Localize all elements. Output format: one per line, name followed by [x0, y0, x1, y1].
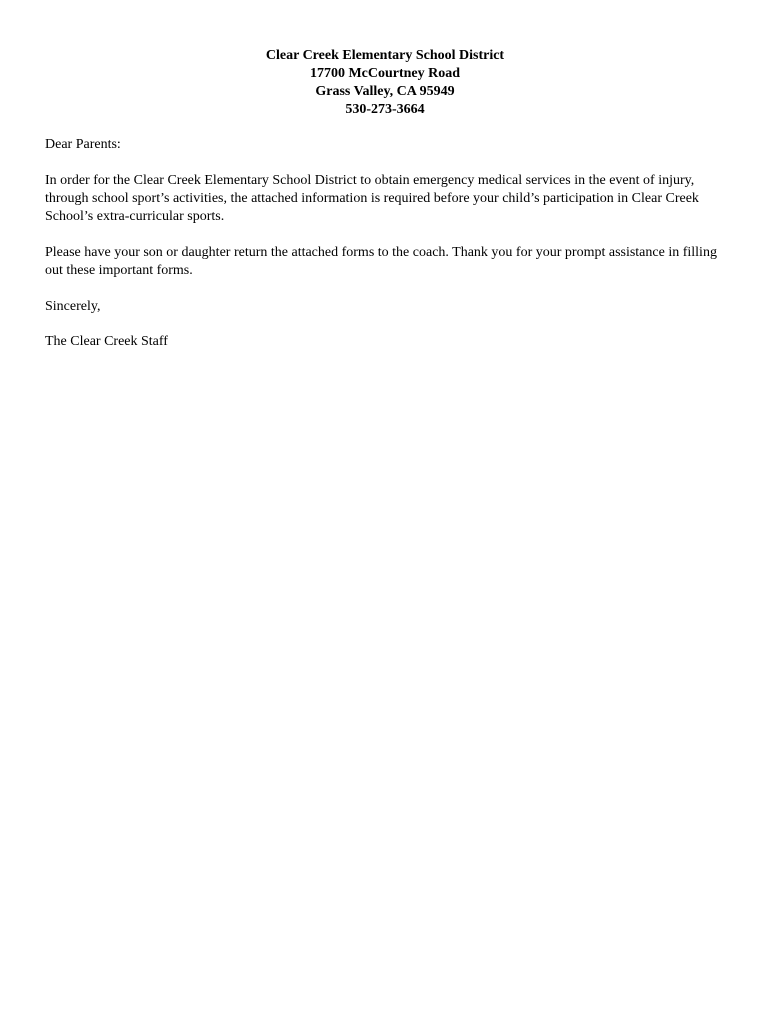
phone-number: 530-273-3664 — [345, 102, 425, 117]
letterhead — [0, 47, 770, 119]
city-state-zip: Grass Valley, CA 95949 — [315, 84, 455, 99]
closing-text: Sincerely, — [45, 299, 101, 314]
paragraph-2-text: Please have your son or daughter return the attached forms to the coach. Thank you for your prompt assistance in filling out these important forms. — [45, 245, 717, 278]
signature-text: The Clear Creek Staff — [45, 334, 168, 349]
district-name: Clear Creek Elementary School District — [265, 48, 505, 63]
signature — [45, 333, 735, 351]
street-address: 17700 McCourtney Road — [309, 66, 461, 81]
paragraph-1 — [45, 172, 735, 226]
paragraph-1-text: In order for the Clear Creek Elementary School District to obtain emergency medical services in the event of injury, through school sport’s activities, the attached information is required before your child’s participation in Clear Creek School’s extra-curricular sports. — [45, 173, 699, 224]
paragraph-2 — [45, 244, 735, 280]
salutation — [45, 136, 735, 154]
salutation-text: Dear Parents: — [45, 137, 121, 152]
closing — [45, 298, 735, 316]
